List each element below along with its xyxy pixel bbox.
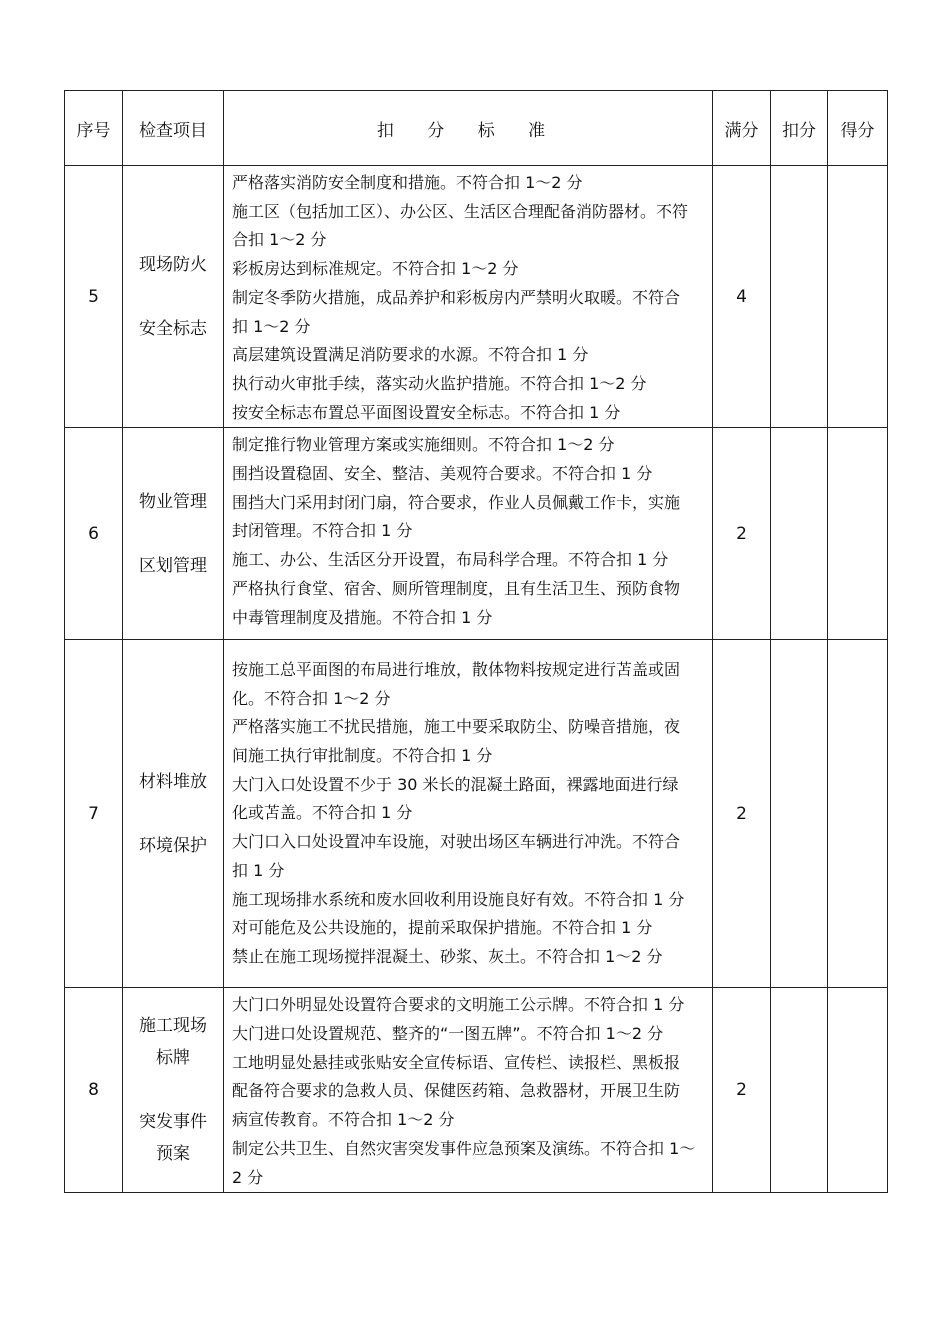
item-line: 预案 [156,1144,190,1165]
row-seq: 6 [65,428,123,640]
criteria-line: 中毒管理制度及措施。不符合扣 1 分 [232,607,493,627]
criteria-line: 化。不符合扣 1～2 分 [232,688,391,708]
criteria-line: 按施工总平面图的布局进行堆放，散体物料按规定进行苫盖或固 [232,659,681,679]
criteria-line: 执行动火审批手续，落实动火监护措施。不符合扣 1～2 分 [232,373,647,393]
criteria-line: 按安全标志布置总平面图设置安全标志。不符合扣 1 分 [232,402,621,422]
criteria-line: 施工区（包括加工区）、办公区、生活区合理配备消防器材。不符 [232,201,689,221]
table-row [65,988,888,1193]
criteria-line: 制定推行物业管理方案或实施细则。不符合扣 1～2 分 [232,435,615,455]
item-line: 突发事件 [139,1112,207,1133]
criteria-line: 配备符合要求的急救人员、保健医药箱、急救器材，开展卫生防 [232,1081,681,1101]
row-full-score: 2 [713,640,771,988]
row-seq: 7 [65,640,123,988]
row-item [123,640,224,988]
criteria-line: 大门入口处设置不少于 30 米长的混凝土路面，裸露地面进行绿 [232,774,679,794]
score-cell[interactable] [828,166,888,428]
row-seq: 8 [65,988,123,1193]
table-row [65,166,888,428]
row-full-score: 2 [713,428,771,640]
criteria-line: 禁止在施工现场搅拌混凝土、砂浆、灰土。不符合扣 1～2 分 [232,946,663,966]
criteria-line: 严格落实消防安全制度和措施。不符合扣 1～2 分 [232,173,583,192]
score-cell[interactable] [828,640,888,988]
item-line: 区划管理 [139,555,207,576]
criteria-line: 合扣 1～2 分 [232,230,327,250]
criteria-line: 扣 1 分 [232,860,285,880]
criteria-line: 大门进口处设置规范、整齐的“一图五牌”。不符合扣 1～2 分 [232,1024,664,1044]
row-full-score: 4 [713,166,771,428]
row-full-score: 2 [713,988,771,1193]
row-criteria [224,428,713,640]
row-item [123,988,224,1193]
deduct-cell[interactable] [771,988,828,1193]
header-row [65,91,888,166]
criteria-line: 严格执行食堂、宿舍、厕所管理制度，且有生活卫生、预防食物 [232,578,681,598]
criteria-line: 制定公共卫生、自然灾害突发事件应急预案及演练。不符合扣 1～ [232,1138,696,1158]
score-cell[interactable] [828,428,888,640]
deduct-cell[interactable] [771,166,828,428]
criteria-line: 围挡设置稳固、安全、整洁、美观符合要求。不符合扣 1 分 [232,464,653,484]
row-seq: 5 [65,166,123,428]
row-item [123,428,224,640]
deduct-cell[interactable] [771,428,828,640]
criteria-line: 扣 1～2 分 [232,316,311,336]
row-criteria [224,988,713,1193]
header-criteria: 扣 分 标 准 [224,91,713,166]
criteria-line: 封闭管理。不符合扣 1 分 [232,521,413,541]
criteria-line: 工地明显处悬挂或张贴安全宣传标语、宣传栏、读报栏、黑板报 [232,1052,681,1072]
criteria-line: 大门口外明显处设置符合要求的文明施工公示牌。不符合扣 1 分 [232,995,685,1015]
item-line: 标牌 [156,1048,190,1069]
criteria-line: 施工、办公、生活区分开设置，布局科学合理。不符合扣 1 分 [232,550,669,570]
table-row [65,640,888,988]
criteria-line: 严格落实施工不扰民措施，施工中要采取防尘、防噪音措施，夜 [232,717,681,737]
inspection-table [64,90,888,1193]
row-item [123,166,224,428]
score-cell[interactable] [828,988,888,1193]
header-full-score: 满分 [713,91,771,166]
header-seq: 序号 [65,91,123,166]
criteria-line: 2 分 [232,1167,264,1187]
deduct-cell[interactable] [771,640,828,988]
header-item: 检查项目 [123,91,224,166]
criteria-line: 施工现场排水系统和废水回收利用设施良好有效。不符合扣 1 分 [232,889,685,909]
item-line: 施工现场 [139,1016,207,1037]
criteria-line: 制定冬季防火措施，成品养护和彩板房内严禁明火取暖。不符合 [232,287,681,307]
criteria-line: 对可能危及公共设施的，提前采取保护措施。不符合扣 1 分 [232,918,653,938]
criteria-line: 病宣传教育。不符合扣 1～2 分 [232,1110,455,1130]
item-line: 现场防火 [139,254,207,275]
table-row [65,428,888,640]
header-deduct: 扣分 [771,91,828,166]
row-criteria [224,640,713,988]
criteria-line: 彩板房达到标准规定。不符合扣 1～2 分 [232,259,519,279]
item-line: 物业管理 [139,491,207,512]
criteria-line: 围挡大门采用封闭门扇，符合要求，作业人员佩戴工作卡，实施 [232,492,681,512]
header-score: 得分 [828,91,888,166]
item-line: 环境保护 [139,835,207,856]
criteria-line: 间施工执行审批制度。不符合扣 1 分 [232,746,493,766]
criteria-line: 化或苫盖。不符合扣 1 分 [232,803,413,823]
item-line: 安全标志 [139,318,207,339]
item-line: 材料堆放 [139,771,207,792]
criteria-line: 高层建筑设置满足消防要求的水源。不符合扣 1 分 [232,345,589,365]
row-criteria [224,166,713,428]
criteria-line: 大门口入口处设置冲车设施，对驶出场区车辆进行冲洗。不符合 [232,832,681,852]
